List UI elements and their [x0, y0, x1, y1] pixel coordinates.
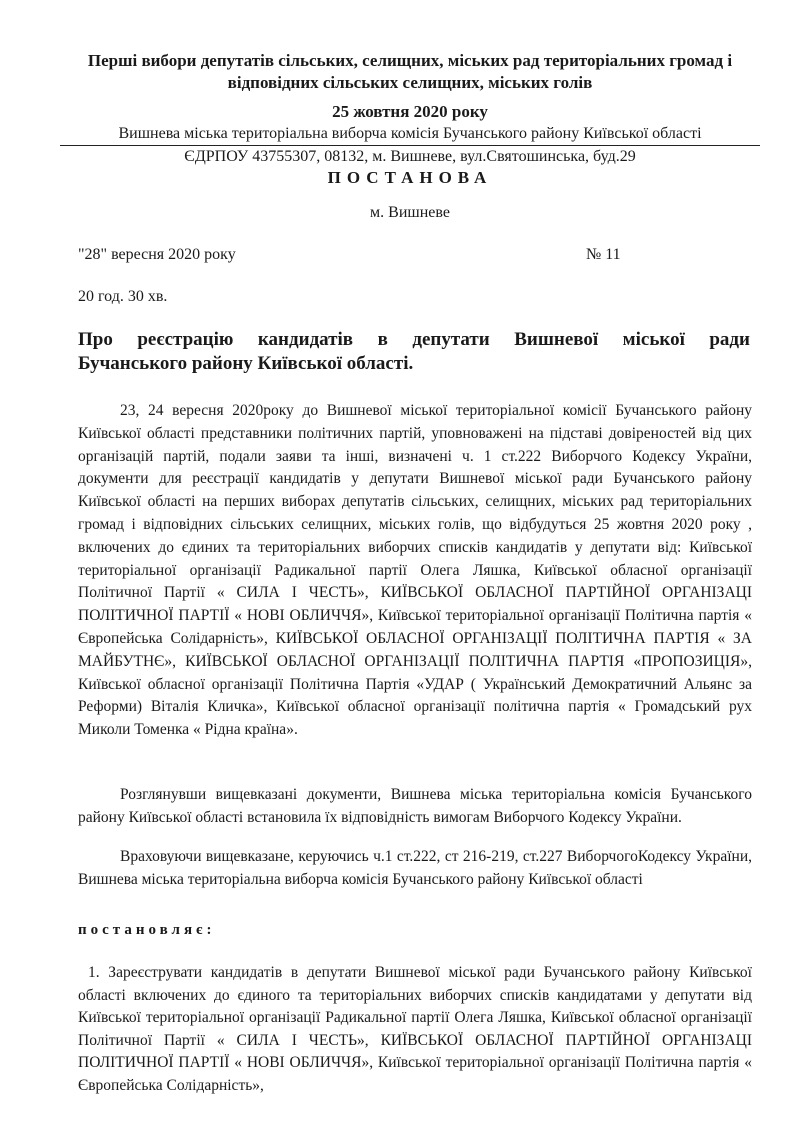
paragraph-grounds: Враховуючи вищевказане, керуючись ч.1 ст.222, ст 216-219, ст.227 ВиборчогоКодексу України, Вишнева міська територіальна виборча комісія Бучанського району Київської області [78, 848, 752, 888]
election-line-2: відповідних сільських селищних, міських голів [227, 73, 593, 92]
paragraph-submission: 23, 24 вересня 2020року до Вишневої міської територіальної комісії Бучанського району Київської області представники політичних партій, уповноважені на підставі довіреностей від цих організацій партій, подали заяви та інші, визначені ч. 1 ст.222 Виборчого Кодексу України, документи для реєстрації кандидатів у депутати Вишневої міської ради Бучанського району Київської області на перших виборах депутатів сільських, селищних, міських рад територіальних громад і відповідних сільських селищних, міських голів, що відбудуться 25 жовтня 2020 року , включених до єдиних та територіальних виборчих списків кандидатів у депутати від: Київської територіальної організації Радикальної партії Олега Ляшка, Київської обласної організації Політичної Партії « СИЛА І ЧЕСТЬ», КИЇВСЬКОЇ ОБЛАСНОЇ ПАРТІЙНОЇ ОРГАНІЗАЦІ ПОЛІТИЧНОЇ ПАРТІЇ « НОВІ ОБЛИЧЧЯ», Київської територіальної організації Політична партія « Європейська Солідарність», КИЇВСЬКОЇ ОБЛАСНОЇ ОРГАНІЗАЦІЇ ПОЛІТИЧНА ПАРТІЯ « ЗА МАЙБУТНЄ», КИЇВСЬКОЇ ОБЛАСНОЇ ОРГАНІЗАЦІЇ ПОЛІТИЧНА ПАРТІЯ «ПРОПОЗИЦІЯ», Київської обласної організації Політична Партія «УДАР ( Український Демократичний Альянс за Реформи) Віталія Кличка», Київської обласної організації політична партія « Громадський рух Миколи Томенка « Рідна країна». [78, 402, 752, 739]
subject-line-1: Про реєстрацію кандидатів в депутати Вишневої міської ради [78, 329, 750, 350]
election-date: 25 жовтня 2020 року [332, 102, 488, 121]
commission-name: Вишнева міська територіальна виборча комісія Бучанського району Київської області [60, 124, 760, 146]
paragraph-review: Розглянувши вищевказані документи, Вишнева міська територіальна комісія Бучанського району Київської області встановила їх відповідність вимогам Виборчого Кодексу України. [78, 786, 752, 826]
resolves-heading: постановляє: [78, 922, 216, 938]
subject-line-2: Бучанського району Київської області. [78, 353, 414, 374]
document-date: "28" вересня 2020 року [78, 246, 236, 263]
edrpou-address: ЄДРПОУ 43755307, 08132, м. Вишневе, вул.Святошинська, буд.29 [184, 148, 636, 165]
document-city: м. Вишневе [370, 204, 450, 221]
election-header [60, 50, 760, 94]
document-title: ПОСТАНОВА [327, 168, 493, 187]
document-number: № 11 [586, 246, 621, 263]
election-line-1: Перші вибори депутатів сільських, селищних, міських рад територіальних громад і [87, 51, 733, 70]
document-time: 20 год. 30 хв. [78, 288, 168, 305]
resolution-item-1: 1. Зареєструвати кандидатів в депутати Вишневої міської ради Бучанського району Київської області включених до єдиного та територіальних виборчих списків кандидатами у депутати від Київської територіальної організації Радикальної партії Олега Ляшка, Київської обласної організації Політичної Партії « СИЛА І ЧЕСТЬ», КИЇВСЬКОЇ ОБЛАСНОЇ ПАРТІЙНОЇ ОРГАНІЗАЦІ ПОЛІТИЧНОЇ ПАРТІЇ « НОВІ ОБЛИЧЧЯ», Київської територіальної організації Політична партія « Європейська Солідарність», [78, 964, 752, 1094]
